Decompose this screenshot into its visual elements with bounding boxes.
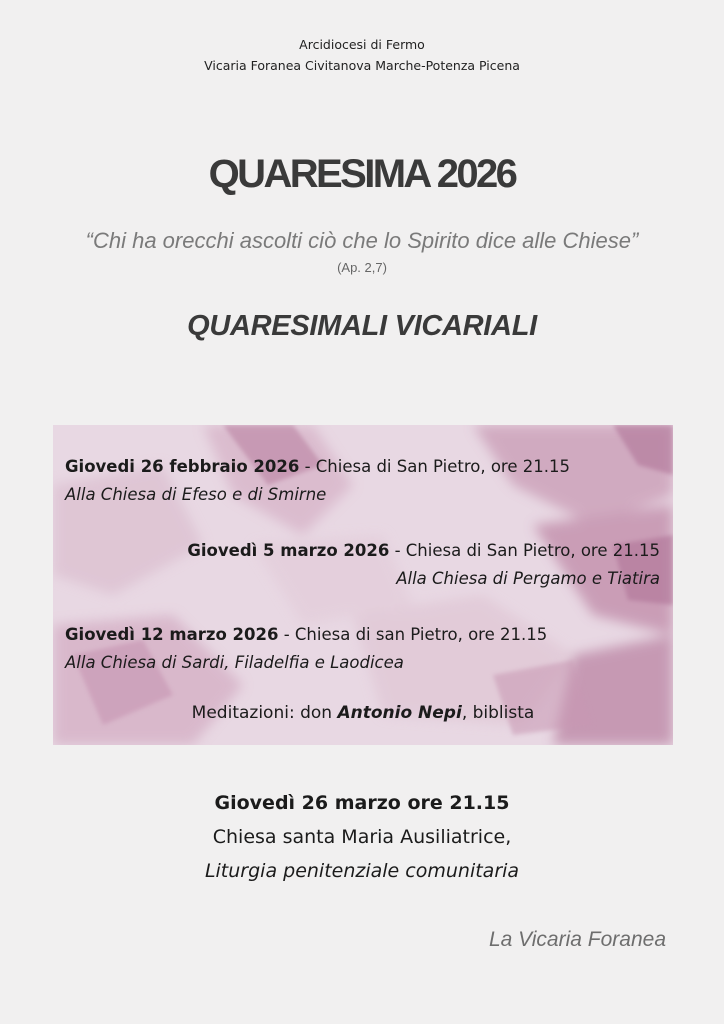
section-subtitle: QUARESIMALI VICARIALI bbox=[187, 310, 537, 342]
vicariate-name: Vicaria Foranea Civitanova Marche-Potenza Picena bbox=[204, 58, 520, 73]
event-3-topic bbox=[65, 653, 404, 672]
event-2-topic-text: Alla Chiesa di Pergamo e Tiatira bbox=[396, 569, 660, 588]
final-event-place: Chiesa santa Maria Ausiliatrice, bbox=[212, 826, 512, 848]
event-2-date: Giovedì 5 marzo 2026 bbox=[187, 541, 390, 560]
event-2-place: - Chiesa di San Pietro, ore 21.15 bbox=[389, 541, 660, 560]
event-3-heading bbox=[65, 625, 547, 644]
event-2-topic bbox=[396, 569, 660, 588]
page-title: QUARESIMA 2026 bbox=[208, 152, 516, 196]
event-1-place: - Chiesa di San Pietro, ore 21.15 bbox=[299, 457, 570, 476]
signature: La Vicaria Foranea bbox=[488, 928, 666, 951]
meditations-prefix: Meditazioni: don bbox=[191, 703, 338, 723]
archdiocese-name: Arcidiocesi di Fermo bbox=[299, 37, 425, 52]
event-3-date: Giovedì 12 marzo 2026 bbox=[65, 625, 279, 644]
meditations-suffix: , biblista bbox=[461, 703, 535, 723]
final-event-topic: Liturgia penitenziale comunitaria bbox=[204, 860, 520, 882]
speaker-name: Antonio Nepi bbox=[337, 703, 462, 723]
event-1-date: Giovedi 26 febbraio 2026 bbox=[65, 457, 300, 476]
organization-header bbox=[0, 34, 724, 76]
event-3-place: - Chiesa di san Pietro, ore 21.15 bbox=[278, 625, 548, 644]
event-1-heading bbox=[65, 457, 570, 476]
event-1-topic bbox=[65, 485, 326, 504]
event-2-heading bbox=[187, 541, 660, 560]
meditations-line bbox=[53, 703, 673, 723]
event-3-topic-text: Alla Chiesa di Sardi, Filadelfia e Laodicea bbox=[65, 653, 404, 672]
final-event-date: Giovedì 26 marzo ore 21.15 bbox=[214, 792, 510, 814]
quote-reference: (Ap. 2,7) bbox=[337, 260, 387, 275]
event-1-topic-text: Alla Chiesa di Efeso e di Smirne bbox=[65, 485, 327, 504]
events-panel bbox=[53, 425, 673, 745]
scripture-quote: “Chi ha orecchi ascolti ciò che lo Spirito dice alle Chiese” bbox=[85, 228, 639, 253]
